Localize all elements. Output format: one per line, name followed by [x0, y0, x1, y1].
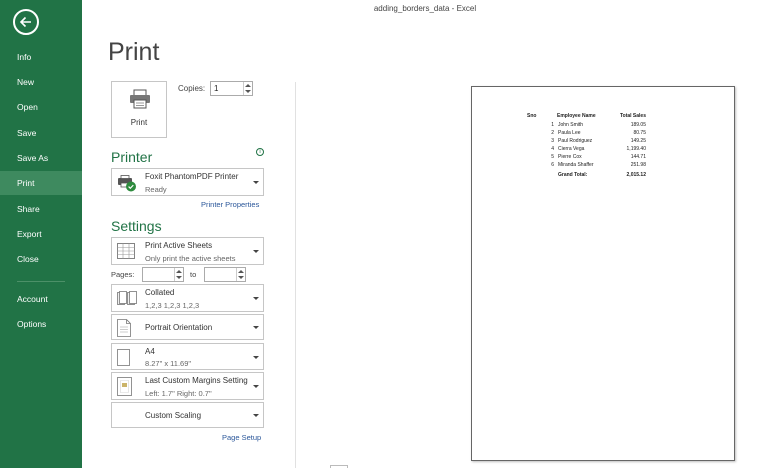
sidebar-item-options[interactable]: Options: [17, 319, 47, 329]
print-what-select[interactable]: [111, 237, 264, 265]
margins-select[interactable]: [111, 372, 264, 400]
pages-from-input[interactable]: [142, 267, 184, 282]
print-what-value: Print Active Sheets: [145, 241, 213, 250]
preview-cell-sales: 1,199.40: [626, 146, 646, 152]
backstage-sidebar: [0, 0, 82, 468]
paper-size-value: A4: [145, 347, 155, 356]
chevron-down-icon: [253, 181, 259, 184]
preview-cell-sno: 4: [551, 146, 554, 152]
preview-cell-sno: 6: [551, 162, 554, 168]
back-arrow-icon[interactable]: [13, 9, 39, 35]
printer-status: Ready: [145, 185, 167, 194]
sidebar-divider: [17, 281, 65, 282]
printer-ready-icon: [117, 175, 137, 192]
chevron-down-icon: [253, 356, 259, 359]
sidebar-item-save-as[interactable]: Save As: [17, 153, 49, 163]
copies-label: Copies:: [178, 84, 206, 93]
sidebar-item-info[interactable]: Info: [17, 52, 32, 62]
copies-value: 1: [214, 84, 219, 93]
preview-cell-name: Cierra Vega: [558, 146, 585, 152]
printer-icon: [129, 89, 151, 109]
paper-size-select[interactable]: [111, 343, 264, 370]
sheet-grid-icon: [117, 243, 135, 259]
preview-header-sno: Sno: [527, 113, 537, 119]
print-button-label: Print: [130, 118, 148, 127]
paper-a4-icon: [117, 349, 131, 367]
pages-to-input[interactable]: [204, 267, 246, 282]
preview-cell-sales: 189.05: [630, 122, 646, 128]
pages-from-spin[interactable]: [174, 268, 183, 281]
orientation-select[interactable]: [111, 314, 264, 340]
sidebar-item-new[interactable]: New: [17, 77, 35, 87]
sidebar-item-export[interactable]: Export: [17, 229, 42, 239]
collation-description: 1,2,3 1,2,3 1,2,3: [145, 301, 200, 310]
sidebar-item-save[interactable]: Save: [17, 128, 37, 138]
margins-icon: [117, 377, 133, 397]
preview-cell-name: John Smith: [558, 122, 584, 128]
preview-header-sales: Total Sales: [619, 113, 646, 119]
window-title: adding_borders_data - Excel: [373, 4, 477, 13]
orientation-value: Portrait Orientation: [145, 323, 213, 332]
print-what-description: Only print the active sheets: [145, 254, 236, 263]
print-button[interactable]: [111, 81, 167, 138]
spin-down-icon[interactable]: [176, 276, 182, 279]
preview-cell-name: Miranda Shaffer: [558, 162, 594, 168]
preview-cell-sno: 2: [551, 130, 554, 136]
scaling-select[interactable]: [111, 402, 264, 428]
chevron-down-icon: [253, 385, 259, 388]
margins-description: Left: 1.7" Right: 0.7": [145, 389, 212, 398]
settings-heading: Settings: [111, 218, 162, 234]
printer-properties-link[interactable]: Printer Properties: [201, 200, 260, 209]
chevron-down-icon: [253, 250, 259, 253]
sidebar-item-open[interactable]: Open: [17, 102, 38, 112]
chevron-down-icon: [253, 414, 259, 417]
preview-grand-total-label: Grand Total:: [558, 172, 588, 178]
copies-stepper[interactable]: [210, 81, 253, 96]
portrait-page-icon: [117, 319, 131, 337]
info-icon[interactable]: i: [256, 148, 264, 156]
sidebar-item-close[interactable]: Close: [17, 254, 39, 264]
spin-up-icon[interactable]: [238, 270, 244, 273]
panel-divider: [295, 82, 296, 468]
paper-size-dimensions: 8.27" x 11.69": [145, 359, 192, 368]
preview-cell-sno: 1: [551, 122, 554, 128]
spin-down-icon[interactable]: [245, 90, 251, 93]
printer-select[interactable]: [111, 168, 264, 196]
preview-cell-name: Paula Lee: [558, 130, 581, 136]
preview-cell-sno: 5: [551, 154, 554, 160]
preview-cell-sales: 80.75: [633, 130, 646, 136]
page-setup-link[interactable]: Page Setup: [222, 433, 262, 442]
copies-spin-buttons[interactable]: [243, 82, 252, 95]
collated-pages-icon: [117, 290, 137, 306]
spin-down-icon[interactable]: [238, 276, 244, 279]
print-preview-page: [471, 86, 735, 461]
scaling-value: Custom Scaling: [145, 411, 202, 420]
preview-cell-name: Pierre Cox: [558, 154, 582, 160]
preview-cell-sales: 251.98: [630, 162, 646, 168]
preview-cell-sno: 3: [551, 138, 554, 144]
page-title: Print: [108, 38, 160, 66]
chevron-down-icon: [253, 326, 259, 329]
preview-cell-name: Paul Rodriguez: [558, 138, 593, 144]
sidebar-item-account[interactable]: Account: [17, 294, 48, 304]
sidebar-item-print[interactable]: Print: [0, 171, 82, 195]
sidebar-item-share[interactable]: Share: [17, 204, 40, 214]
spin-up-icon[interactable]: [176, 270, 182, 273]
collation-select[interactable]: [111, 284, 264, 312]
printer-name: Foxit PhantomPDF Printer: [145, 172, 239, 181]
printer-heading: Printer: [111, 149, 153, 165]
spin-up-icon[interactable]: [245, 84, 251, 87]
collation-value: Collated: [145, 288, 175, 297]
preview-header-name: Employee Name: [557, 113, 596, 119]
pages-label: Pages:: [111, 270, 135, 279]
pages-to-spin[interactable]: [236, 268, 245, 281]
chevron-down-icon: [253, 297, 259, 300]
preview-grand-total-value: 2,015.12: [626, 172, 646, 178]
preview-cell-sales: 144.71: [630, 154, 646, 160]
margins-value: Last Custom Margins Setting: [145, 376, 248, 385]
pages-to-label: to: [190, 270, 197, 279]
preview-cell-sales: 149.25: [630, 138, 646, 144]
